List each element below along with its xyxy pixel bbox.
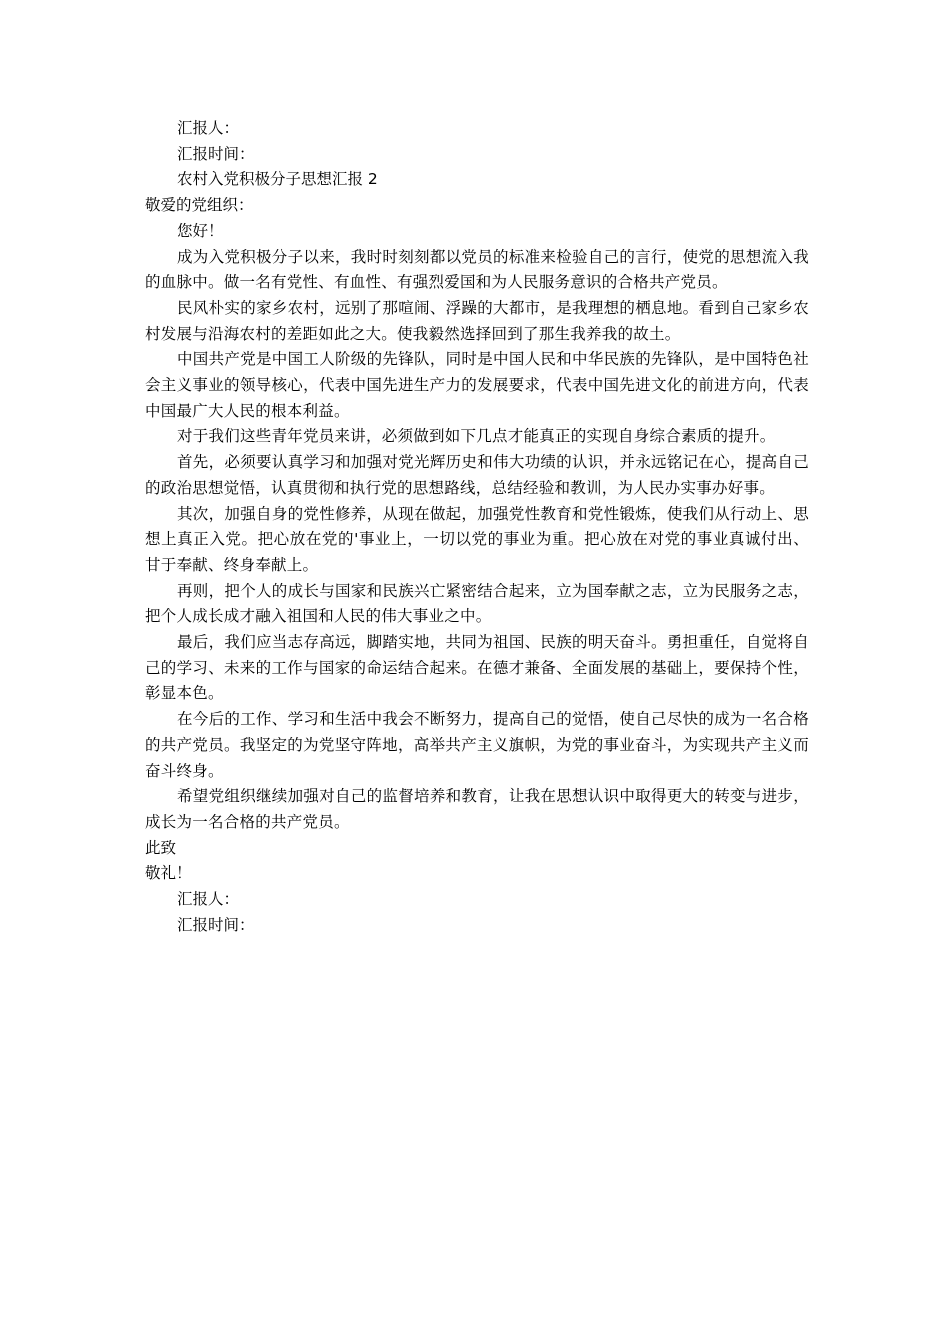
header-reporter: 汇报人： — [177, 119, 240, 137]
paragraph: 在今后的工作、学习和生活中我会不断努力，提高自己的觉悟，使自己尽快的成为一名合格的共产党员。我坚定的为党坚守阵地，高举共产主义旗帜，为党的事业奋斗，为实现共产主义而奋斗终身。 — [145, 710, 809, 780]
paragraph: 中国共产党是中国工人阶级的先锋队，同时是中国人民和中华民族的先锋队，是中国特色社会主义事业的领导核心，代表中国先进生产力的发展要求，代表中国先进文化的前进方向，代表中国最广大人民的根本利益。 — [145, 350, 809, 420]
header-report-time: 汇报时间： — [177, 144, 255, 163]
footer-report-time: 汇报时间： — [177, 915, 255, 934]
closing-line-2: 敬礼！ — [145, 864, 192, 883]
salutation: 敬爱的党组织： — [145, 196, 254, 215]
paragraph: 民风朴实的家乡农村，远别了那喧闹、浮躁的大都市，是我理想的栖息地。看到自己家乡农村发展与沿海农村的差距如此之大。使我毅然选择回到了那生我养我的故土。 — [145, 298, 809, 343]
paragraph: 再则，把个人的成长与国家和民族兴亡紧密结合起来，立为国奉献之志，立为民服务之志，把个人成长成才融入祖国和人民的伟大事业之中。 — [145, 581, 809, 626]
paragraph: 首先，必须要认真学习和加强对党光辉历史和伟大功绩的认识，并永远铭记在心，提高自己的政治思想觉悟，认真贯彻和执行党的思想路线，总结经验和教训，为人民办实事办好事。 — [145, 453, 809, 497]
paragraph: 其次，加强自身的党性修养，从现在做起，加强党性教育和党性锻炼，使我们从行动上、思想上真正入党。把心放在党的'事业上，一切以党的事业为重。把心放在对党的事业真诚付出、甘于奉献、终身奉献上。 — [145, 504, 809, 574]
document-body — [145, 116, 809, 939]
paragraph: 成为入党积极分子以来，我时时刻刻都以党员的标准来检验自己的言行，使党的思想流入我的血脉中。做一名有党性、有血性、有强烈爱国和为人民服务意识的合格共产党员。 — [145, 247, 809, 292]
paragraph: 对于我们这些青年党员来讲，必须做到如下几点才能真正的实现自身综合素质的提升。 — [177, 427, 776, 446]
document-title: 农村入党积极分子思想汇报 2 — [177, 170, 378, 189]
paragraph: 希望党组织继续加强对自己的监督培养和教育，让我在思想认识中取得更大的转变与进步，成长为一名合格的共产党员。 — [145, 787, 809, 831]
closing-line-1: 此致 — [145, 838, 177, 857]
footer-reporter: 汇报人： — [177, 890, 240, 909]
paragraph: 最后，我们应当志存高远，脚踏实地，共同为祖国、民族的明天奋斗。勇担重任，自觉将自己的学习、未来的工作与国家的命运结合起来。在德才兼备、全面发展的基础上，要保持个性，彰显本色。 — [145, 633, 809, 703]
greeting: 您好！ — [177, 221, 224, 240]
